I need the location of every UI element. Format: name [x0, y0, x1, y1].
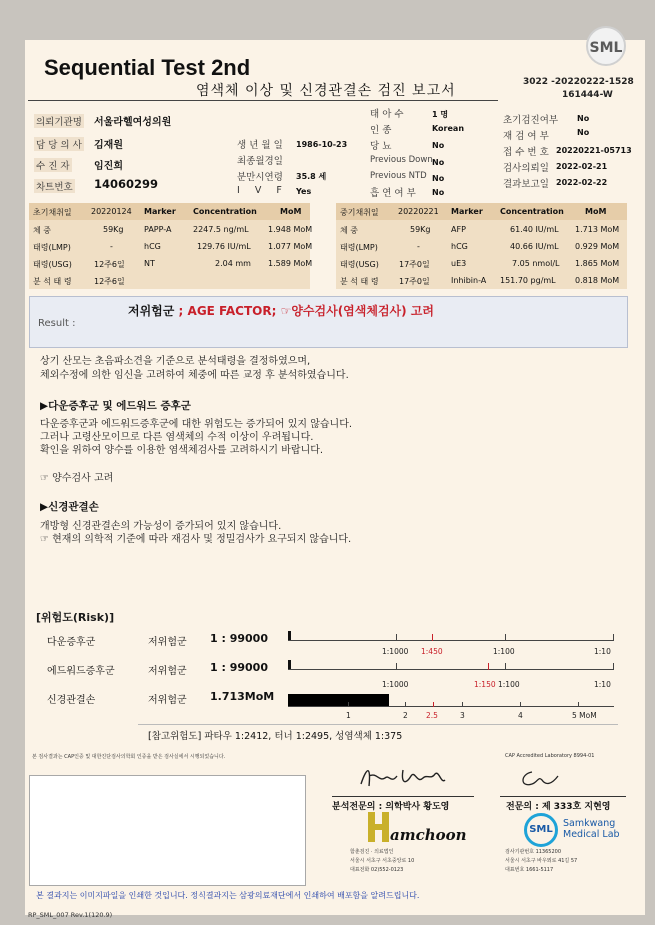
- t1-mom: 1.589 MoM: [268, 259, 313, 268]
- ntd-tick-label: 1: [346, 711, 351, 720]
- ntd-tick-label: 4: [518, 711, 523, 720]
- t1-date-value: 20220124: [91, 207, 132, 216]
- t2-header-marker: Marker: [451, 207, 483, 216]
- t1-header-marker: Marker: [144, 207, 176, 216]
- t2-row-label: 분 석 태 령: [340, 277, 379, 286]
- t1-header-concentration: Concentration: [193, 207, 257, 216]
- right-address: 대표번호 1661-5117: [505, 867, 554, 873]
- form-code: RP_SML_007 Rev.1(120.9): [28, 911, 113, 919]
- receipt-label: 접 수 번 호: [503, 147, 549, 158]
- section-heading-ntd: ▶신경관결손: [40, 501, 99, 513]
- t1-row-label: 분 석 태 령: [33, 277, 72, 286]
- right-address: 서울시 서초구 바우뫼로 41길 57: [505, 858, 578, 864]
- body-line: 그러나 고령산모이므로 다른 염색체의 수적 이상이 우려됩니다.: [40, 432, 314, 443]
- t1-header-mom: MoM: [280, 207, 302, 216]
- t2-marker: uE3: [451, 259, 467, 268]
- t2-mom: 0.818 MoM: [575, 276, 620, 285]
- race-label: 인 종: [370, 125, 392, 136]
- ntd-tick: [348, 702, 349, 707]
- risk-name-down: 다운증후군: [47, 637, 96, 648]
- body-line: ☞ 양수검사 고려: [40, 473, 114, 484]
- hamchoon-logo-text: amchoon: [390, 826, 467, 844]
- edwards-tick: [396, 663, 397, 670]
- edwards-tick-label: 1:100: [498, 680, 520, 689]
- doc-id-line1: 3022 -20220222-1528: [523, 77, 634, 87]
- result-age-factor: ; AGE FACTOR;: [174, 304, 281, 318]
- sml-name-line1: Samkwang: [563, 818, 616, 829]
- request-date-label: 검사의뢰일: [503, 163, 549, 174]
- sml-logo-bottom: SML: [524, 813, 558, 847]
- sml-logo: SML: [586, 26, 626, 66]
- left-address: 함춘검진 · 의료법인: [350, 849, 394, 855]
- sml-name-line2: Medical Lab: [563, 829, 620, 840]
- result-summary: [128, 302, 434, 319]
- dob-value: 1986-10-23: [296, 140, 348, 149]
- request-date-value: 2022-02-21: [556, 162, 608, 171]
- risk-title: [위험도(Risk)]: [36, 611, 115, 624]
- down-tick: [396, 634, 397, 641]
- prev-down-value: No: [432, 158, 445, 167]
- signature-line-left: [332, 796, 474, 797]
- ntd-tick-label: 2: [403, 711, 408, 720]
- t2-marker: hCG: [451, 242, 468, 251]
- down-tick: [613, 634, 614, 641]
- t2-row-value: 17주0일: [399, 260, 430, 269]
- edwards-tick: [613, 663, 614, 670]
- body-line: ☞ 현재의 의학적 기준에 따라 재검사 및 정밀검사가 요구되지 않습니다.: [40, 534, 352, 545]
- t2-mom: 1.713 MoM: [575, 225, 620, 234]
- doctor-label: 담 당 의 사: [34, 137, 84, 151]
- chart-value: 14060299: [94, 177, 159, 191]
- edwards-risk-axis: [288, 669, 614, 670]
- t2-row-label: 체 중: [340, 226, 358, 235]
- body-line: 상기 산모는 초음파소견을 기준으로 분석태령을 결정하였으며,: [40, 356, 311, 367]
- body-line: 다운증후군과 에드워드증후군에 대한 위험도는 증가되어 있지 않습니다.: [40, 419, 353, 430]
- prev-down-label: Previous Down: [370, 155, 433, 165]
- dob-label: 생 년 월 일: [237, 140, 283, 151]
- risk-value-down: 1 : 99000: [210, 632, 268, 645]
- ntd-tick-label: 3: [460, 711, 465, 720]
- report-date-value: 2022-02-22: [556, 178, 608, 187]
- signature-right: [516, 766, 566, 792]
- t1-mom: 1.948 MoM: [268, 225, 313, 234]
- prev-ntd-value: No: [432, 174, 445, 183]
- ntd-tick: [462, 702, 463, 707]
- early-value: No: [577, 114, 590, 123]
- risk-value-ntd: 1.713MoM: [210, 690, 275, 703]
- edwards-tick-label: 1:10: [594, 680, 611, 689]
- down-risk-axis: [288, 640, 614, 641]
- diabetes-label: 당 뇨: [370, 141, 392, 152]
- body-line: 체외수정에 의한 임신을 고려하여 체중에 따른 교정 후 분석하였습니다.: [40, 370, 349, 381]
- t2-conc: 61.40 IU/mL: [510, 225, 559, 234]
- chart-label: 차트번호: [34, 179, 75, 193]
- reference-divider: [138, 724, 618, 725]
- t1-marker: hCG: [144, 242, 161, 251]
- t2-date-value: 20220221: [398, 207, 439, 216]
- t2-date-label: 중기채취일: [340, 208, 379, 217]
- t2-conc: 40.66 IU/mL: [510, 242, 559, 251]
- ntd-tick: [405, 702, 406, 707]
- fetus-value: 1 명: [432, 110, 449, 119]
- t1-marker: NT: [144, 259, 155, 268]
- down-tick-label: 1:10: [594, 647, 611, 656]
- t1-row-label: 태령(USG): [33, 260, 72, 269]
- t2-header-mom: MoM: [585, 207, 607, 216]
- edwards-tick-label-cutoff: 1:150: [474, 680, 496, 689]
- patient-label: 수 진 자: [34, 158, 72, 172]
- signature-left: [355, 762, 450, 794]
- t1-marker: PAPP-A: [144, 225, 172, 234]
- t1-row-value: 12주6일: [94, 260, 125, 269]
- lmp-label: 최종월경일: [237, 156, 283, 167]
- ntd-tick-cutoff: [433, 702, 434, 707]
- patient-value: 임진희: [94, 161, 123, 172]
- t1-row-label: 태령(LMP): [33, 243, 71, 252]
- t1-row-value: 12주6일: [94, 277, 125, 286]
- down-tick-label: 1:1000: [382, 647, 409, 656]
- t1-row-value: 59Kg: [103, 225, 124, 234]
- t2-mom: 0.929 MoM: [575, 242, 620, 251]
- body-line: 개방형 신경관결손의 가능성이 증가되어 있지 않습니다.: [40, 521, 282, 532]
- smoking-value: No: [432, 188, 445, 197]
- report-title: Sequential Test 2nd: [44, 55, 251, 80]
- risk-value-edwards: 1 : 99000: [210, 661, 268, 674]
- header-divider: [28, 100, 498, 101]
- doctor-value: 김재원: [94, 140, 123, 151]
- t1-conc: 129.76 IU/mL: [197, 242, 251, 251]
- t2-row-label: 태령(USG): [340, 260, 379, 269]
- edwards-tick-cutoff: [488, 663, 489, 670]
- receipt-value: 20220221-05713: [556, 146, 632, 155]
- age-label: 분만시연령: [237, 172, 283, 183]
- signature-caption-right: 전문의 : 제 333호 지현영: [506, 802, 611, 812]
- signature-caption-left: 분석전문의 : 의학박사 황도영: [332, 802, 450, 812]
- left-address: 대표전화 02)552-0123: [350, 867, 404, 873]
- t2-row-value: 17주0일: [399, 277, 430, 286]
- result-recommendation: ☞양수검사(염색체검사) 고려: [280, 304, 434, 318]
- retest-label: 재 검 여 부: [503, 131, 549, 142]
- cap-note: 본 검사결과는 CAP인증 및 대한진단검사의학회 인증을 받은 검사실에서 시행되었습니다.: [32, 754, 226, 760]
- footer-notice: 본 결과지는 이미지파일을 인쇄한 것입니다. 정식결과지는 삼광의료재단에서 인쇄하여 배포함을 알려드립니다.: [36, 891, 420, 900]
- fetus-label: 태 아 수: [370, 109, 404, 120]
- section-heading-down-edwards: ▶다운증후군 및 에드워드 증후군: [40, 400, 191, 412]
- institution-label: 의뢰기관명: [34, 114, 84, 128]
- t1-mom: 1.077 MoM: [268, 242, 313, 251]
- left-address: 서울시 서초구 서초중앙로 10: [350, 858, 415, 864]
- t1-date-label: 초기채취일: [33, 208, 72, 217]
- result-level: 저위험군: [128, 304, 175, 318]
- t2-conc: 151.70 pg/mL: [500, 276, 556, 285]
- ntd-mom-axis: [288, 706, 614, 707]
- down-tick-label: 1:100: [493, 647, 515, 656]
- institution-value: 서울라헬여성의원: [94, 117, 172, 128]
- doc-id-line2: 161444-W: [562, 90, 613, 100]
- signature-line-right: [500, 796, 626, 797]
- t2-conc: 7.05 nmol/L: [512, 259, 560, 268]
- t1-conc: 2.04 mm: [215, 259, 251, 268]
- hamchoon-logo-mark: [368, 812, 390, 842]
- t2-row-value: 59Kg: [410, 225, 431, 234]
- result-label: Result :: [38, 318, 76, 329]
- t2-mom: 1.865 MoM: [575, 259, 620, 268]
- risk-level-ntd: 저위험군: [148, 695, 187, 706]
- t1-conc: 2247.5 ng/mL: [193, 225, 249, 234]
- diabetes-value: No: [432, 141, 445, 150]
- right-address: 검사기관번호 11365200: [505, 849, 562, 855]
- edwards-tick: [505, 663, 506, 670]
- report-subtitle: 염색체 이상 및 신경관결손 검진 보고서: [196, 83, 456, 99]
- early-label: 초기검진여부: [503, 115, 559, 126]
- cap-lab-number: CAP Accredited Laboratory 8994-01: [505, 753, 595, 759]
- age-value: 35.8 세: [296, 172, 327, 181]
- risk-name-ntd: 신경관결손: [47, 695, 96, 706]
- ntd-tick-label: 5 MoM: [572, 711, 597, 720]
- ivf-label: I V F: [237, 185, 288, 196]
- smoking-label: 흡 연 여 부: [370, 188, 416, 199]
- prev-ntd-label: Previous NTD: [370, 171, 427, 181]
- down-tick-cutoff: [432, 634, 433, 641]
- down-tick-label-cutoff: 1:450: [421, 647, 443, 656]
- risk-level-edwards: 저위험군: [148, 666, 187, 677]
- retest-value: No: [577, 128, 590, 137]
- risk-level-down: 저위험군: [148, 637, 187, 648]
- body-line: 확인을 위하여 양수를 이용한 염색체검사를 고려하시기 바랍니다.: [40, 445, 324, 456]
- ntd-tick: [578, 702, 579, 707]
- t2-row-label: 태령(LMP): [340, 243, 378, 252]
- risk-name-edwards: 에드워드증후군: [47, 666, 115, 677]
- remarks-box: [29, 775, 306, 886]
- ntd-tick-label-cutoff: 2.5: [426, 711, 438, 720]
- edwards-tick-label: 1:1000: [382, 680, 409, 689]
- t1-row-label: 체 중: [33, 226, 51, 235]
- t1-row-value: -: [110, 242, 113, 251]
- down-tick: [505, 634, 506, 641]
- t2-marker: AFP: [451, 225, 466, 234]
- ivf-value: Yes: [296, 187, 312, 196]
- t2-header-concentration: Concentration: [500, 207, 564, 216]
- t2-row-value: -: [417, 242, 420, 251]
- report-date-label: 결과보고일: [503, 179, 549, 190]
- ntd-tick: [520, 702, 521, 707]
- t2-marker: Inhibin-A: [451, 276, 487, 285]
- reference-risk: [참고위험도] 파타우 1:2412, 터너 1:2495, 성염색체 1:375: [148, 731, 403, 742]
- race-value: Korean: [432, 124, 465, 133]
